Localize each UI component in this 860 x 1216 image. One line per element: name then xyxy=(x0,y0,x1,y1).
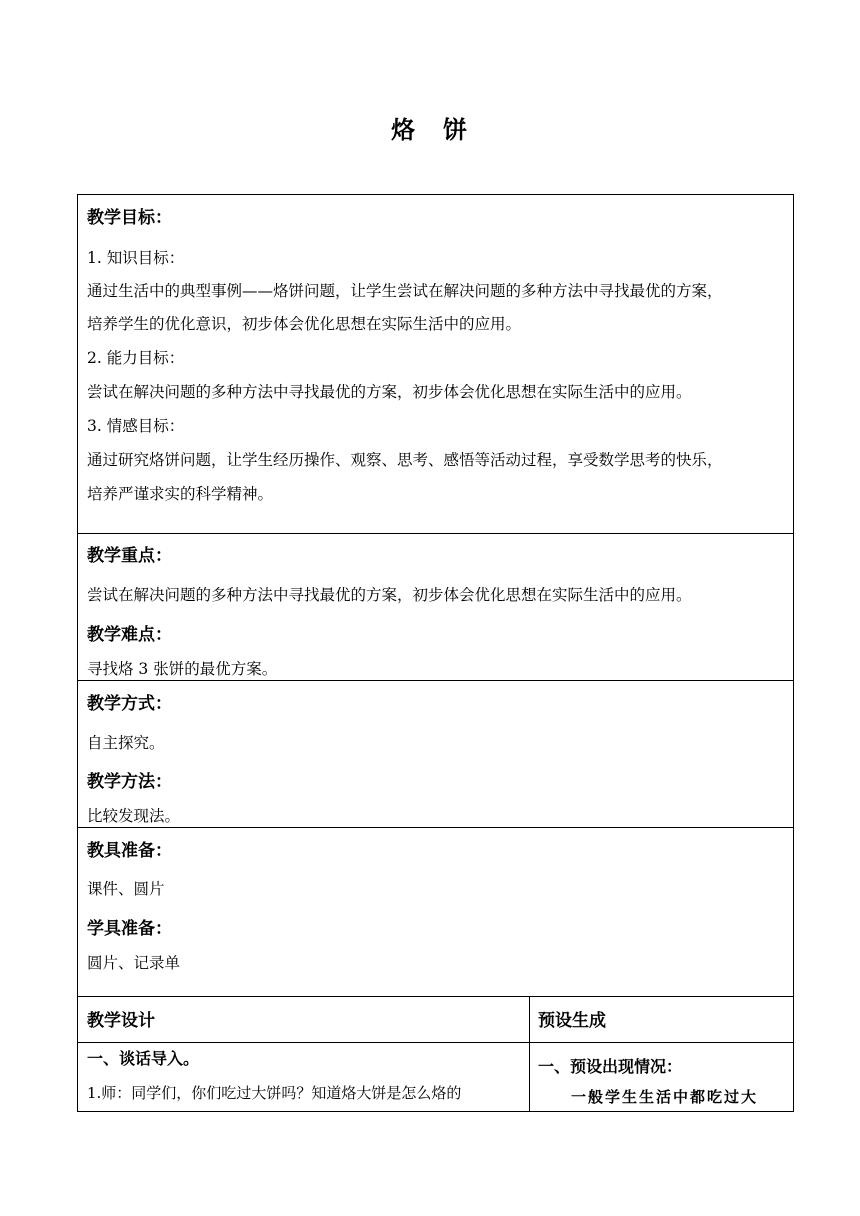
goal-2-label: 2. 能力目标： xyxy=(87,349,185,367)
table-border-right xyxy=(793,194,794,1112)
difficulty-heading: 教学难点： xyxy=(87,625,172,645)
difficulty-text: 寻找烙 3 张饼的最优方案。 xyxy=(87,660,278,678)
row-divider xyxy=(77,996,794,997)
intro-heading: 一、谈话导入。 xyxy=(87,1049,200,1068)
mode-heading: 教学方式： xyxy=(87,694,172,714)
preset-text: 一般学生生活中都吃过大 xyxy=(571,1088,759,1106)
row-divider xyxy=(77,533,794,534)
row-divider xyxy=(77,827,794,828)
design-column-header: 教学设计 xyxy=(87,1011,155,1031)
teacher-prep-heading: 教具准备： xyxy=(87,841,172,861)
preset-heading: 一、预设出现情况： xyxy=(538,1057,683,1076)
goal-2-line-1: 尝试在解决问题的多种方法中寻找最优的方案，初步体会优化思想在实际生活中的应用。 xyxy=(87,383,692,401)
page-title: 烙 饼 xyxy=(391,116,469,144)
goals-heading: 教学目标： xyxy=(87,208,172,228)
method-heading: 教学方法： xyxy=(87,772,172,792)
column-divider xyxy=(529,996,530,1112)
table-border-top xyxy=(77,194,794,195)
intro-text: 1.师：同学们，你们吃过大饼吗？知道烙大饼是怎么烙的 xyxy=(87,1084,462,1102)
goal-1-line-1: 通过生活中的典型事例——烙饼问题，让学生尝试在解决问题的多种方法中寻找最优的方案， xyxy=(87,282,723,300)
focus-text: 尝试在解决问题的多种方法中寻找最优的方案，初步体会优化思想在实际生活中的应用。 xyxy=(87,586,692,604)
table-border-bottom xyxy=(77,1111,794,1112)
row-divider xyxy=(77,680,794,681)
row-divider xyxy=(77,1042,794,1043)
goal-3-line-2: 培养严谨求实的科学精神。 xyxy=(87,485,274,503)
teacher-prep-text: 课件、圆片 xyxy=(87,880,165,898)
table-border-left xyxy=(77,194,78,1112)
goal-1-line-2: 培养学生的优化意识，初步体会优化思想在实际生活中的应用。 xyxy=(87,315,522,333)
mode-text: 自主探究。 xyxy=(87,734,165,752)
goal-3-line-1: 通过研究烙饼问题，让学生经历操作、观察、思考、感悟等活动过程，享受数学思考的快乐， xyxy=(87,451,723,469)
goal-1-label: 1. 知识目标： xyxy=(87,249,185,267)
student-prep-heading: 学具准备： xyxy=(87,919,172,939)
goal-3-label: 3. 情感目标： xyxy=(87,417,185,435)
student-prep-text: 圆片、记录单 xyxy=(87,954,181,972)
focus-heading: 教学重点： xyxy=(87,546,172,566)
preset-column-header: 预设生成 xyxy=(538,1011,606,1031)
method-text: 比较发现法。 xyxy=(87,807,181,825)
